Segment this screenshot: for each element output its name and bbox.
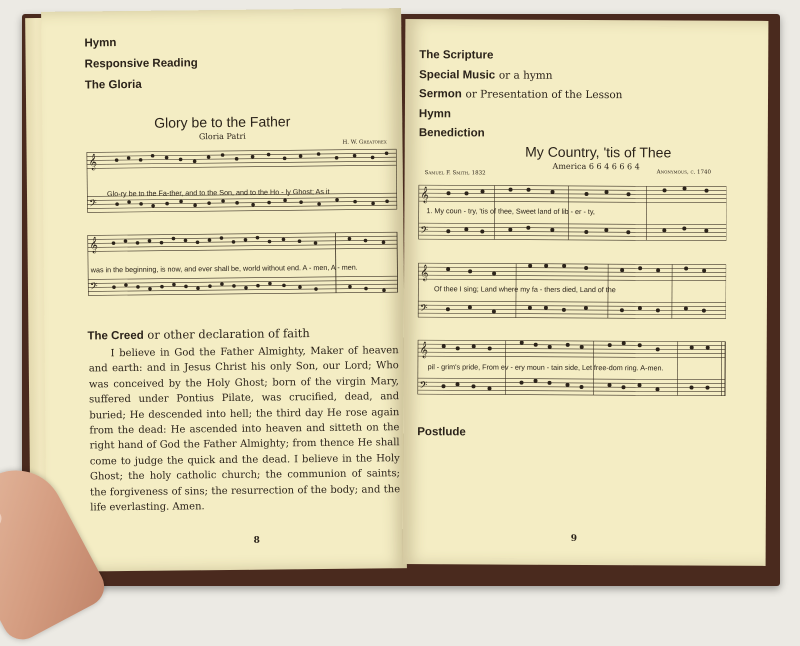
hymn-subtitle: Gloria Patri [42,130,402,143]
order-item-hymn: Hymn [84,35,116,49]
hymn-title-right: My Country, 'tis of Thee [417,143,780,161]
creed-text: I believe in God the Father Almighty, Maker of heaven and earth: and in Jesus Christ his only Son, our Lord; Who was conceived by the Holy Ghost; born of the virgin Mary, suffered under Pontius Pilate, was crucified, dead, and buried; He descended into hell; the third day He rose again from the dead: He ascended into heaven and sitteth on the right hand of God the Father Almighty; from thence He shall come to judge the quick and the dead. I believe in the Holy Ghost; the holy catholic church; the communion of saints; the forgiveness of sins; the resurrection of the body; and the life everlasting. Amen. [89,343,401,516]
order-item-sermon: Sermon or Presentation of the Lesson [419,86,623,101]
hymn-lyrics-line-1-right: 1. My coun - try, 'tis of thee, Sweet land of lib - er - ty, [426,206,595,216]
svg-text:𝄢: 𝄢 [420,224,428,238]
svg-text:𝄢: 𝄢 [420,302,428,316]
music-staff-system-1 [86,143,397,221]
svg-text:𝄞: 𝄞 [89,154,97,170]
right-page [403,19,769,566]
svg-text:𝄞: 𝄞 [420,342,428,358]
left-page [41,8,407,572]
order-item-special-music: Special Music or a hymn [419,67,552,82]
hymn-author: Samuel F. Smith, 1832 [425,170,486,176]
hymn-composer-right: Anonymous, c. 1740 [657,169,711,175]
creed-heading-rest: or other declaration of faith [147,326,310,342]
thumbnail-nail [0,501,6,543]
svg-text:𝄞: 𝄞 [420,265,428,281]
page-number-left: 8 [254,536,260,546]
hymn-lyrics-line-1: Glo-ry be to the Fa-ther, and to the Son, and to the Ho - ly Ghost; As it [107,187,330,198]
creed-heading: The Creed or other declaration of faith [87,326,309,342]
svg-text:𝄢: 𝄢 [89,197,97,211]
hymn-title: Glory be to the Father [42,112,402,132]
hymn-tune: America 6 6 4 6 6 6 4 [415,161,778,172]
hymn-composer: H. W. Greatorex [342,139,386,145]
page-number-right: 9 [571,534,577,544]
svg-text:𝄢: 𝄢 [419,379,427,393]
svg-text:𝄞: 𝄞 [89,237,97,253]
hymn-lyrics-line-3-right: pil - grim's pride, From ev - ery moun - tain side, Let free-dom ring. A-men. [428,362,664,372]
svg-text:𝄞: 𝄞 [420,187,428,203]
hymn-lyrics-line-2: was in the beginning, is now, and ever shall be, world without end. A - men, A - men. [91,263,358,275]
order-item-benediction: Benediction [419,125,485,139]
svg-text:𝄢: 𝄢 [90,280,98,294]
order-item-scripture: The Scripture [419,47,493,61]
postlude-heading: Postlude [417,424,466,438]
order-item-hymn: Hymn [419,106,451,120]
order-item-responsive-reading: Responsive Reading [85,55,198,70]
hymn-lyrics-line-2-right: Of thee I sing; Land where my fa - thers died, Land of the [434,284,616,294]
order-item-gloria: The Gloria [85,77,142,92]
